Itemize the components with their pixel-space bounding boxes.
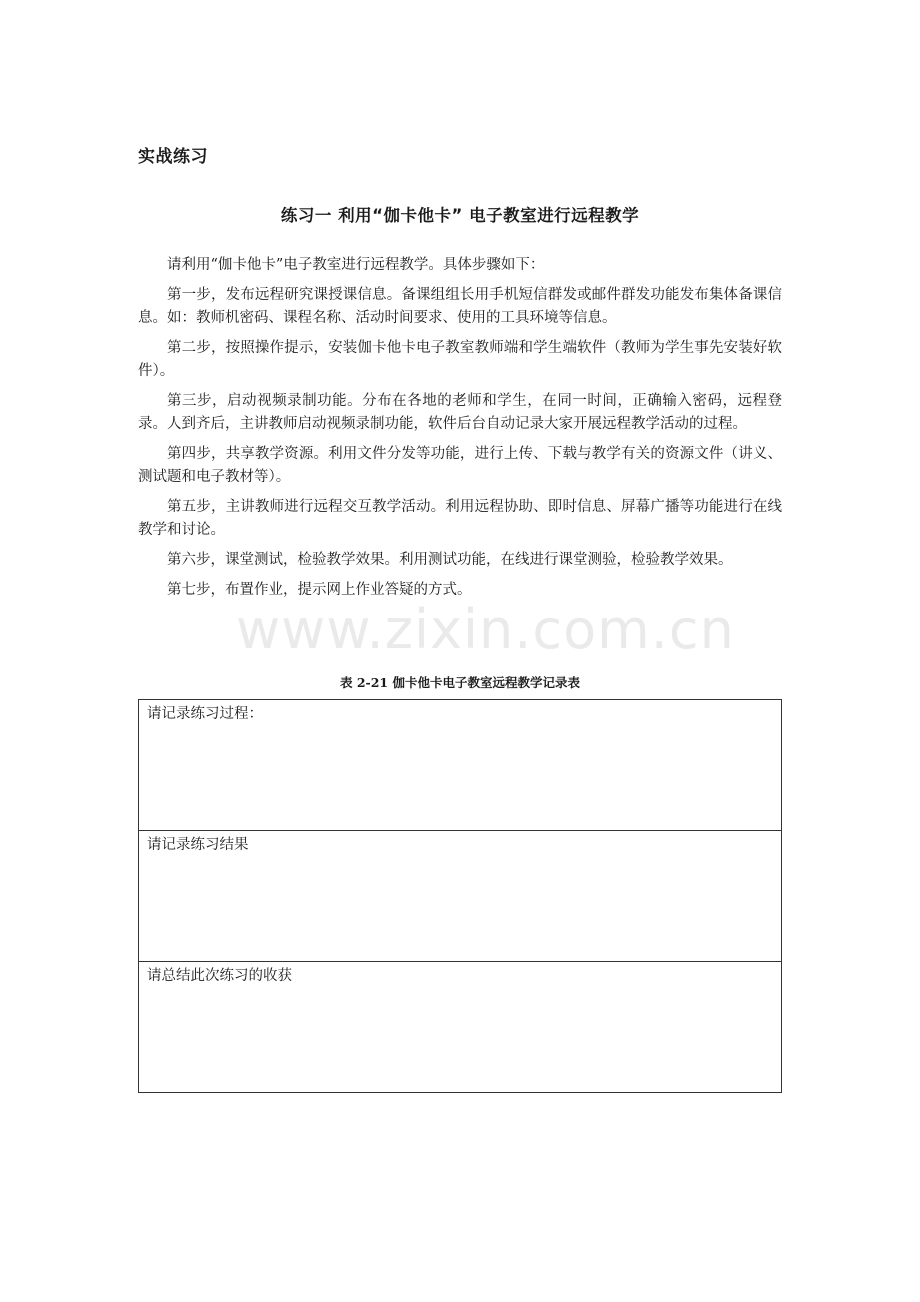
result-record-cell[interactable]: 请记录练习结果 bbox=[139, 831, 782, 962]
summary-record-cell[interactable]: 请总结此次练习的收获 bbox=[139, 962, 782, 1093]
table-row bbox=[139, 831, 782, 962]
step-4-paragraph: 第四步，共享教学资源。利用文件分发等功能，进行上传、下载与教学有关的资源文件（讲义、测试题和电子教材等）。 bbox=[138, 446, 782, 485]
watermark: www.zixin.com.cn bbox=[236, 598, 735, 661]
step-6-paragraph: 第六步，课堂测试，检验教学效果。利用测试功能，在线进行课堂测验，检验教学效果。 bbox=[167, 552, 733, 568]
section-heading: 实战练习 bbox=[138, 147, 208, 167]
intro-paragraph: 请利用“伽卡他卡”电子教室进行远程教学。具体步骤如下： bbox=[167, 257, 545, 273]
table-row bbox=[139, 700, 782, 831]
step-7-paragraph: 第七步，布置作业，提示网上作业答疑的方式。 bbox=[167, 582, 472, 598]
process-record-cell[interactable]: 请记录练习过程： bbox=[139, 700, 782, 831]
step-5-paragraph: 第五步，主讲教师进行远程交互教学活动。利用远程协助、即时信息、屏幕广播等功能进行在线教学和讨论。 bbox=[138, 499, 782, 538]
step-1-paragraph: 第一步，发布远程研究课授课信息。备课组组长用手机短信群发或邮件群发功能发布集体备课信息。如：教师机密码、课程名称、活动时间要求、使用的工具环境等信息。 bbox=[138, 287, 782, 326]
table-row bbox=[139, 962, 782, 1093]
step-3-paragraph: 第三步，启动视频录制功能。分布在各地的老师和学生，在同一时间，正确输入密码，远程登录。人到齐后，主讲教师启动视频录制功能，软件后台自动记录大家开展远程教学活动的过程。 bbox=[138, 393, 782, 432]
exercise-title: 练习一 利用“伽卡他卡” 电子教室进行远程教学 bbox=[280, 206, 640, 225]
step-2-paragraph: 第二步，按照操作提示，安装伽卡他卡电子教室教师端和学生端软件（教师为学生事先安装好软件）。 bbox=[138, 340, 782, 379]
table-caption: 表 2-21 伽卡他卡电子教室远程教学记录表 bbox=[340, 675, 580, 690]
exercise-instructions bbox=[138, 254, 782, 609]
record-table bbox=[138, 699, 782, 1093]
